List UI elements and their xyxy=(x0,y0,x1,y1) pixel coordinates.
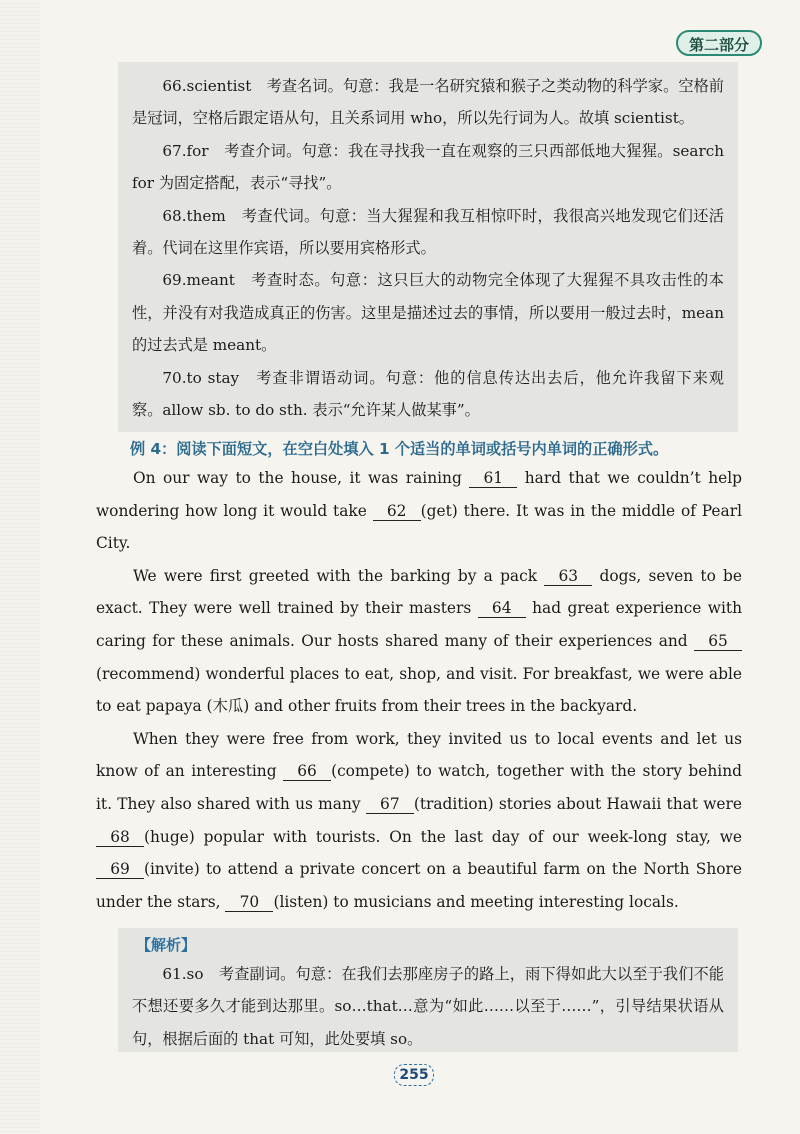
text-span: We were first greeted with the barking by a pack xyxy=(132,566,545,585)
blank-64: 64 xyxy=(478,599,526,618)
blank-63: 63 xyxy=(544,567,592,586)
blank-61: 61 xyxy=(469,469,517,488)
blank-67: 67 xyxy=(366,795,414,814)
passage-paragraph-2 xyxy=(96,560,742,723)
text-span: When they were free from work, they invited us to local events and let us know of an interesting xyxy=(96,729,742,781)
blank-70: 70 xyxy=(225,893,273,912)
example-title: 例 4：阅读下面短文，在空白处填入 1 个适当的单词或括号内单词的正确形式。 xyxy=(130,440,669,458)
analysis-item-61: 61.so 考查副词。句意：在我们去那座房子的路上，雨下得如此大以至于我们不能不想还要多久才能到达那里。so…that…意为“如此……以至于……”，引导结果状语从句，根据后面的 that 可知，此处要填 so。 xyxy=(132,965,724,1048)
text-span: (tradition) stories about Hawaii that were xyxy=(413,794,742,813)
text-span: (listen) to musicians and meeting interesting locals. xyxy=(273,892,679,911)
answer-analysis-box xyxy=(118,62,738,432)
analysis-item-66: 66.scientist 考查名词。句意：我是一名研究猿和猴子之类动物的科学家。空格前是冠词，空格后跟定语从句，且关系词用 who，所以先行词为人。故填 scientist。 xyxy=(132,77,724,128)
analysis-box-bottom xyxy=(118,928,738,1052)
passage-paragraph-3 xyxy=(96,723,742,919)
analysis-item-67: 67.for 考查介词。句意：我在寻找我一直在观察的三只西部低地大猩猩。search for 为固定搭配，表示“寻找”。 xyxy=(132,141,724,193)
text-span: (get) there. It was in the middle of Pearl City. xyxy=(96,501,742,553)
passage-paragraph-1 xyxy=(96,462,742,560)
text-span: On our way to the house, it was raining xyxy=(132,469,470,487)
book-spine-shadow xyxy=(0,0,40,1134)
page-number: 255 xyxy=(394,1064,434,1086)
blank-66: 66 xyxy=(283,762,331,781)
text-span: hard that we couldn’t help wondering how long it would take xyxy=(96,469,742,520)
section-badge: 第二部分 xyxy=(676,30,762,56)
text-span: (invite) to attend a private concert on a beautiful farm on the North Shore under the stars, xyxy=(96,860,742,911)
analysis-item-70: 70.to stay 考查非谓语动词。句意：他的信息传达出去后，他允许我留下来观察。allow sb. to do sth. 表示“允许某人做某事”。 xyxy=(132,368,724,420)
text-span: (huge) popular with tourists. On the last day of our week-long stay, we xyxy=(144,827,742,846)
analysis-item-68: 68.them 考查代词。句意：当大猩猩和我互相惊吓时，我很高兴地发现它们还活着。代词在这里作宾语，所以要用宾格形式。 xyxy=(132,206,724,258)
reading-passage xyxy=(96,462,742,918)
blank-65: 65 xyxy=(694,632,742,651)
analysis-label: 【解析】 xyxy=(136,936,197,954)
text-span: (recommend) wonderful places to eat, shop, and visit. For breakfast, we were able to eat papaya (木瓜) and other fruits from their trees in the backyard. xyxy=(96,664,742,716)
text-span: had great experience with caring for these animals. Our hosts shared many of their experiences and xyxy=(96,599,742,650)
blank-69: 69 xyxy=(96,860,144,879)
blank-62: 62 xyxy=(373,502,421,521)
analysis-item-69: 69.meant 考查时态。句意：这只巨大的动物完全体现了大猩猩不具攻击性的本性，并没有对我造成真正的伤害。这里是描述过去的事情，所以要用一般过去时，mean 的过去式是 meant。 xyxy=(132,271,724,355)
blank-68: 68 xyxy=(96,828,144,847)
text-span: (compete) to watch, together with the story behind it. They also shared with us many xyxy=(96,762,742,813)
text-span: dogs, seven to be exact. They were well trained by their masters xyxy=(96,566,743,618)
